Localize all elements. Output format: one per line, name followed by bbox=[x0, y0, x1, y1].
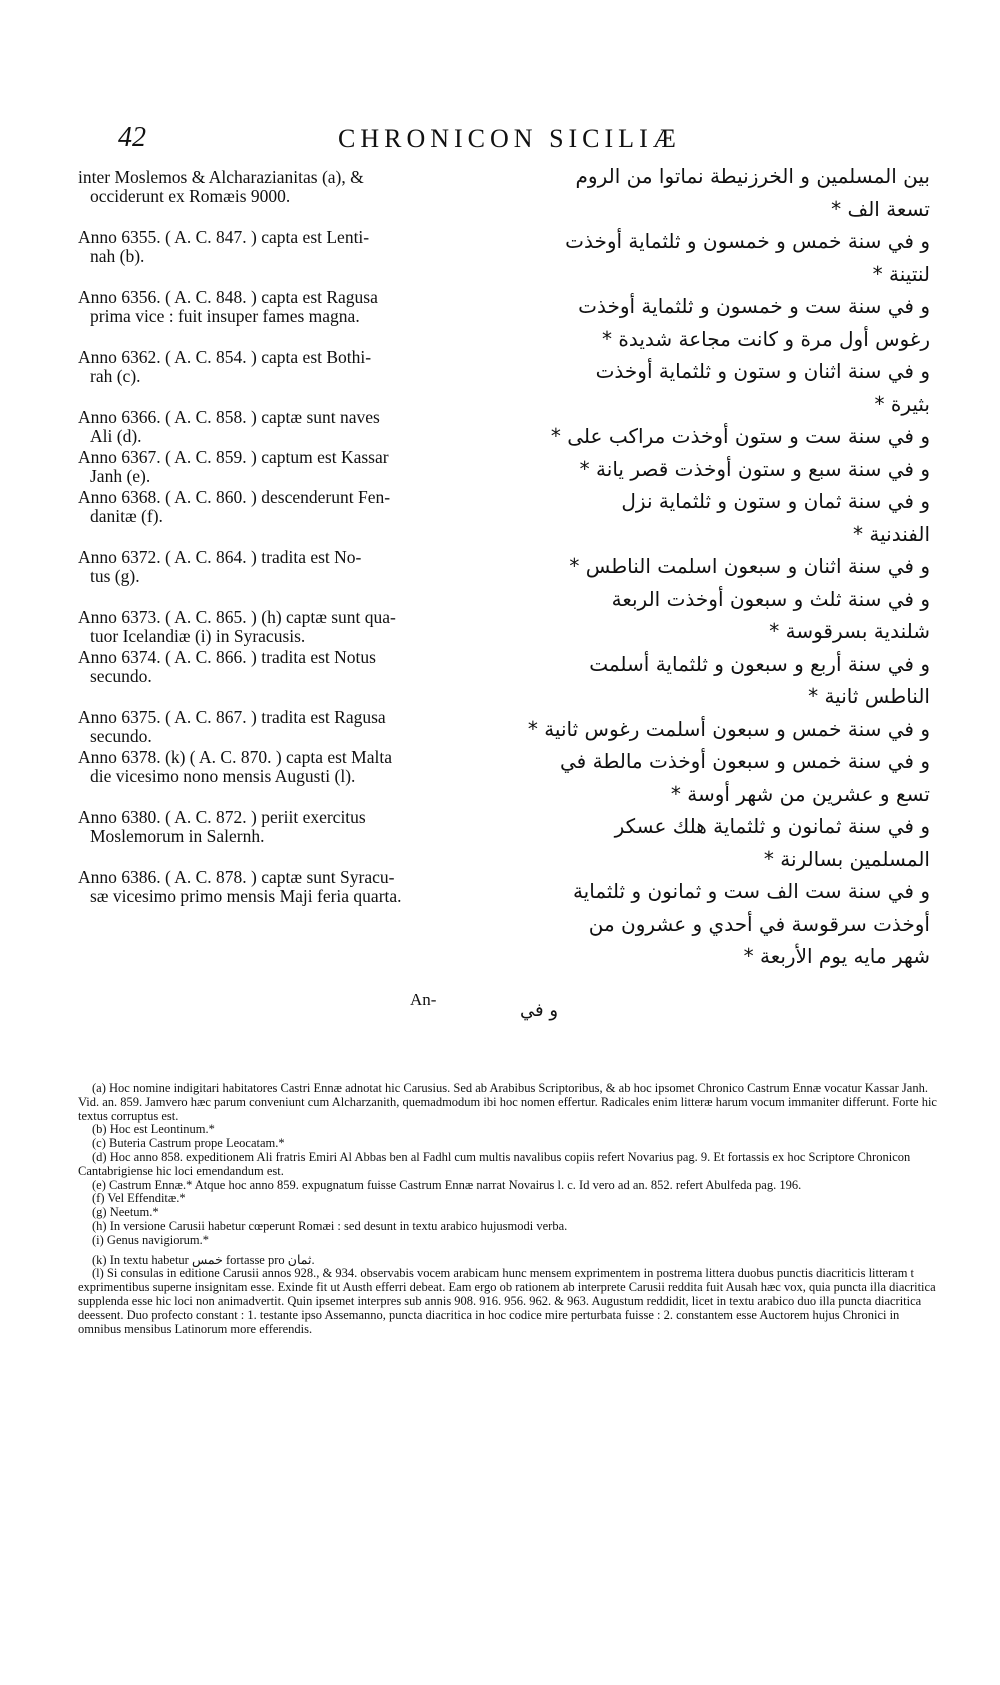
latin-entry-line: Moslemorum in Salernh. bbox=[90, 826, 265, 846]
arabic-line: لنتينة * bbox=[872, 261, 930, 286]
arabic-line: و في سنة ثمان و ستون و ثلثماية نزل bbox=[621, 489, 930, 513]
arabic-line: و في سنة ست و خمسون و ثلثماية أوخذت bbox=[578, 294, 930, 318]
latin-entry-line: Anno 6366. ( A. C. 858. ) captæ sunt naves bbox=[78, 407, 380, 427]
arabic-line: المسلمين بسالرنة * bbox=[763, 846, 930, 871]
arabic-line: تسع و عشرين من شهر أوسة * bbox=[670, 781, 930, 806]
latin-column bbox=[78, 168, 478, 928]
latin-entry-line: nah (b). bbox=[90, 246, 145, 266]
latin-entry-line: Anno 6355. ( A. C. 847. ) capta est Lenti- bbox=[78, 227, 370, 247]
latin-entry-line: Anno 6368. ( A. C. 860. ) descenderunt Fen- bbox=[78, 487, 391, 507]
footnote: (d) Hoc anno 858. expeditionem Ali fratris Emiri Al Abbas ben al Fadhl cum multis navalibus copiis refert Novarius pag. 9. Et fortassis ex hoc Scriptore Chronicon Cantabrigiense hic loci emendandum est. bbox=[78, 1149, 911, 1178]
footnote: (c) Buteria Castrum prope Leocatam.* bbox=[92, 1136, 285, 1151]
footnote: (h) In versione Carusii habetur cœperunt Romæi : sed desunt in textu arabico hujusmodi verba. bbox=[92, 1218, 568, 1233]
arabic-line: أوخذت سرقوسة في أحدي و عشرون من bbox=[588, 911, 930, 936]
arabic-line: الناطس ثانية * bbox=[808, 684, 930, 708]
latin-entry bbox=[78, 608, 478, 646]
latin-entry-line: Ali (d). bbox=[90, 426, 142, 446]
latin-entry bbox=[78, 348, 478, 386]
arabic-line: و في سنة خمس و خمسون و ثلثماية أوخذت bbox=[565, 229, 930, 253]
latin-entry-line: Anno 6386. ( A. C. 878. ) captæ sunt Syracu- bbox=[78, 867, 395, 887]
arabic-line: و في سنة ست الف ست و ثمانون و ثلثماية bbox=[572, 879, 930, 903]
arabic-column bbox=[500, 160, 930, 973]
latin-entry-line: Anno 6373. ( A. C. 865. ) (h) captæ sunt qua- bbox=[78, 607, 396, 627]
page-number: 42 bbox=[118, 122, 146, 153]
running-title: CHRONICON SICILIÆ bbox=[338, 124, 681, 153]
arabic-line: و في سنة اثنان و سبعون اسلمت الناطس * bbox=[569, 554, 930, 578]
arabic-line: و في سنة أربع و سبعون و ثلثماية أسلمت bbox=[589, 651, 930, 676]
latin-entry bbox=[78, 868, 478, 906]
page-header bbox=[118, 122, 878, 158]
latin-entry-line: Anno 6367. ( A. C. 859. ) captum est Kassar bbox=[78, 447, 389, 467]
arabic-line: و في سنة ست و ستون أوخذت مراكب على * bbox=[550, 424, 930, 448]
latin-entry bbox=[78, 288, 478, 326]
latin-entry bbox=[78, 648, 478, 686]
arabic-line: تسعة الف * bbox=[831, 196, 930, 221]
arabic-line: رغوس أول مرة و كانت مجاعة شديدة * bbox=[602, 326, 930, 351]
latin-entry-line: prima vice : fuit insuper fames magna. bbox=[90, 306, 360, 326]
catchword-arabic: و في bbox=[520, 1000, 559, 1021]
latin-entry-line: die vicesimo nono mensis Augusti (l). bbox=[90, 766, 356, 786]
arabic-line: بثيرة * bbox=[874, 391, 930, 416]
footnote: (a) Hoc nomine indigitari habitatores Castri Ennæ adnotat hic Carusius. Sed ab Arabibus Scriptoribus, & ab hoc ipsomet Chronico Castrum Ennæ vocatur Kassar Janh. Vid. an. 859. Jamvero hæc parum conveniunt cum Alcharzanith, quemadmodum ibi hoc nomen effertur. Radicales enim litteræ harum vocum immaniter differunt. Forte hic textus corruptus est. bbox=[78, 1081, 937, 1123]
catchword-latin: An- bbox=[410, 990, 437, 1009]
latin-entry bbox=[78, 408, 478, 446]
arabic-line: بين المسلمين و الخرزنيطة نماتوا من الروم bbox=[575, 164, 930, 188]
latin-entry bbox=[78, 808, 478, 846]
latin-entry-line: Anno 6372. ( A. C. 864. ) tradita est No- bbox=[78, 547, 362, 567]
arabic-line: و في سنة ثلث و سبعون أوخذت الربعة bbox=[611, 586, 930, 611]
footnote: (i) Genus navigiorum.* bbox=[92, 1232, 209, 1247]
footnotes bbox=[78, 1082, 938, 1336]
footnote: (g) Neetum.* bbox=[92, 1205, 159, 1220]
latin-entry-line: Janh (e). bbox=[90, 466, 151, 486]
arabic-line: و في سنة ثمانون و ثلثماية هلك عسكر bbox=[614, 814, 930, 838]
footnote: (b) Hoc est Leontinum.* bbox=[92, 1122, 215, 1137]
latin-entry bbox=[78, 228, 478, 266]
latin-entry-line: tuor Icelandiæ (i) in Syracusis. bbox=[90, 626, 306, 646]
arabic-line: شهر مايه يوم الأربعة * bbox=[743, 944, 930, 968]
latin-entry bbox=[78, 708, 478, 746]
latin-entry-line: Anno 6374. ( A. C. 866. ) tradita est Notus bbox=[78, 647, 376, 667]
latin-entry-line: rah (c). bbox=[90, 366, 141, 386]
latin-entry-line: Anno 6356. ( A. C. 848. ) capta est Ragusa bbox=[78, 287, 378, 307]
latin-entry-line: Anno 6362. ( A. C. 854. ) capta est Bothi- bbox=[78, 347, 372, 367]
footnote: (e) Castrum Ennæ.* Atque hoc anno 859. expugnatum fuisse Castrum Ennæ narrat Novairus l. c. Id vero ad an. 852. refert Abulfeda pag. 196. bbox=[92, 1177, 802, 1192]
arabic-line: و في سنة سبع و ستون أوخذت قصر يانة * bbox=[579, 456, 930, 481]
latin-entry-line: occiderunt ex Romæis 9000. bbox=[90, 186, 291, 206]
latin-entry-line: sæ vicesimo primo mensis Maji feria quarta. bbox=[90, 886, 402, 906]
latin-entry bbox=[78, 548, 478, 586]
arabic-line: و في سنة اثنان و ستون و ثلثماية أوخذت bbox=[595, 359, 930, 383]
arabic-line: الفندنية * bbox=[853, 521, 930, 546]
latin-entry-line: Anno 6378. (k) ( A. C. 870. ) capta est Malta bbox=[78, 747, 392, 767]
latin-entry bbox=[78, 448, 478, 486]
latin-entry bbox=[78, 168, 478, 206]
latin-entry-line: secundo. bbox=[90, 726, 152, 746]
latin-entry-line: Anno 6375. ( A. C. 867. ) tradita est Ragusa bbox=[78, 707, 386, 727]
arabic-line: و في سنة خمس و سبعون أوخذت مالطة في bbox=[560, 749, 930, 773]
latin-entry bbox=[78, 488, 478, 526]
footnote: (f) Vel Effenditæ.* bbox=[92, 1191, 186, 1206]
latin-entry-line: inter Moslemos & Alcharazianitas (a), & bbox=[78, 167, 364, 187]
latin-entry-line: Anno 6380. ( A. C. 872. ) periit exercitus bbox=[78, 807, 366, 827]
footnote: (l) Si consulas in editione Carusii annos 928., & 934. observabis vocem arabicam hunc mensem exprimentem in postrema littera duobus punctis diacriticis litteram t exprimentibus superne insignitam esse. Exinde fit ut Austh efferri debeat. Eam ergo ob rationem ab interprete Carusii reddita fuit Ausah hæc vox, quia puncta illa diacritica supplenda esse hic loci non animadvertit. Quin ipsemet interpres sub annis 908. 916. 956. 962. & 963. Augustum reddidit, licet in textu arabico duo illa puncta diacritica deessent. Duo profecto constant : 1. testante ipso Assemanno, puncta diacritica in hoc codice mire perturbata fuisse : 2. constantem esse Auctorem hujus Chronici in omnibus mensibus Latinorum more efferendis. bbox=[78, 1266, 936, 1336]
latin-entry-line: secundo. bbox=[90, 666, 152, 686]
arabic-line: و في سنة خمس و سبعون أسلمت رغوس ثانية * bbox=[527, 716, 930, 741]
latin-entry-line: danitæ (f). bbox=[90, 506, 163, 526]
latin-entry-line: tus (g). bbox=[90, 566, 140, 586]
arabic-line: شلندية بسرقوسة * bbox=[769, 619, 930, 643]
footnote: (k) In textu habetur خمس fortasse pro ثمان. bbox=[92, 1252, 315, 1267]
latin-entry bbox=[78, 748, 478, 786]
